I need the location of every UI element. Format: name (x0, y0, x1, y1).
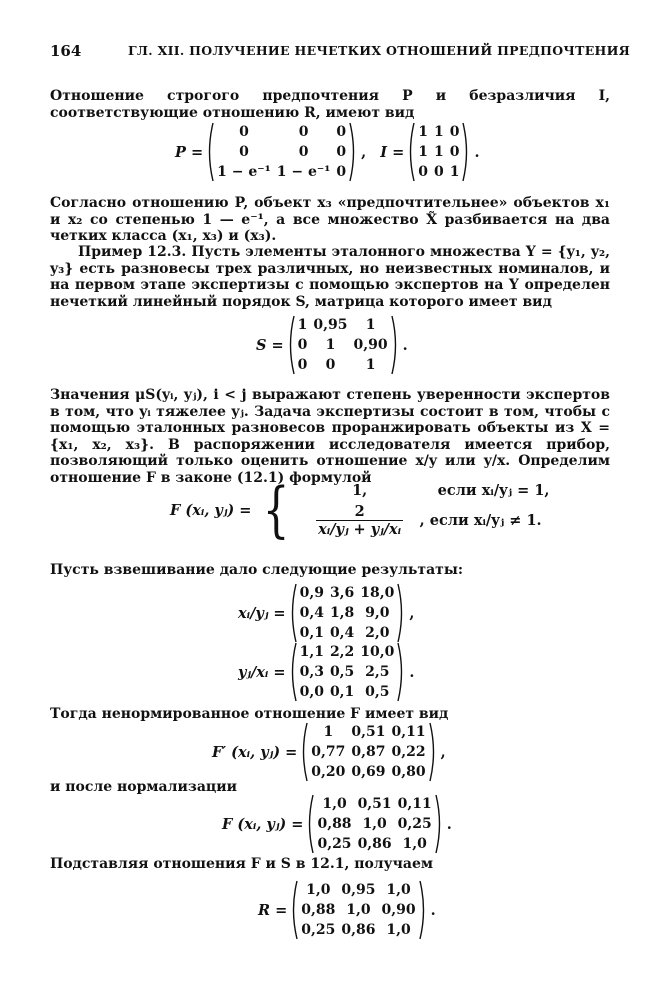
matrix-S (286, 315, 400, 375)
matrix-table (297, 583, 398, 643)
matrix-cell: 0,20 (311, 763, 346, 780)
matrix-cell: 0,90 (353, 336, 388, 353)
case2-fraction (300, 503, 420, 538)
matrix-table (295, 315, 391, 375)
matrix-cell: 0,51 (351, 723, 386, 740)
matrix-row (314, 834, 434, 854)
matrix-cell: 0,5 (365, 683, 390, 700)
matrix-cell: 9,0 (365, 604, 390, 621)
matrix-cell: 0 (449, 143, 460, 160)
matrix-row (297, 583, 398, 603)
left-paren (406, 122, 415, 182)
matrix-cell: 1 (418, 143, 428, 160)
matrix-cell: 0 (336, 123, 347, 140)
matrix-row (415, 162, 462, 182)
matrix-cell: 0,1 (299, 624, 324, 641)
paragraph-example (50, 244, 610, 310)
matrix-table (298, 880, 418, 940)
left-paren (305, 794, 314, 854)
matrix-cell: 0 (297, 336, 308, 353)
formula-F-lhs: F (xᵢ, yⱼ) = (170, 501, 252, 519)
matrix-cell: 0,9 (299, 584, 324, 601)
left-paren (288, 642, 297, 702)
matrix-cell: 0,11 (391, 723, 426, 740)
matrix-cell: 1 (297, 316, 308, 333)
matrix-row (298, 920, 418, 940)
right-paren (391, 315, 400, 375)
text-weighing: Пусть взвешивание дало следующие результаты: (50, 562, 464, 578)
matrix-cell: 2,0 (365, 624, 390, 641)
chapter-title: ГЛ. XII. ПОЛУЧЕНИЕ НЕЧЕТКИХ ОТНОШЕНИЙ ПРЕДПОЧТЕНИЯ (128, 43, 631, 58)
equation-yx (238, 642, 414, 702)
matrix-cell: 0,69 (351, 763, 386, 780)
matrix-yx-trail: . (409, 663, 415, 681)
matrix-row (308, 742, 428, 762)
matrix-P-label: P = (175, 143, 204, 161)
right-paren (349, 122, 358, 182)
text-normalized: и после нормализации (50, 779, 237, 795)
left-paren (299, 722, 308, 782)
matrix-cell: 0 (433, 163, 444, 180)
matrix-table (308, 722, 428, 782)
paragraph-unnormalized (50, 706, 610, 723)
equation-F-matrix (222, 794, 452, 854)
matrix-cell: 0 (298, 143, 309, 160)
matrix-yx (288, 642, 407, 702)
matrix-cell: 0,95 (313, 316, 348, 333)
matrix-cell: 0 (298, 123, 309, 140)
case2-condition: , если xᵢ/yⱼ ≠ 1. (419, 512, 542, 529)
matrix-yx-label: yⱼ/xᵢ = (238, 663, 286, 681)
cases-brace: { (263, 475, 290, 545)
matrix-cell: 0,86 (341, 921, 376, 938)
equation-S (256, 315, 408, 375)
matrix-cell: 1 (325, 336, 336, 353)
matrix-cell: 1,0 (386, 881, 411, 898)
matrix-cell: 2,2 (329, 643, 355, 660)
text-unnormalized: Тогда ненормированное отношение F имеет вид (50, 706, 449, 722)
matrix-I-label: I = (380, 143, 405, 161)
matrix-cell: 2,5 (365, 663, 390, 680)
paragraph-after-PI (50, 195, 610, 245)
matrix-cell: 18,0 (360, 584, 395, 601)
equation-F-definition (170, 475, 550, 545)
matrix-cell: 0,25 (317, 835, 352, 852)
matrix-cell: 0,4 (299, 604, 324, 621)
matrix-cell: 10,0 (360, 643, 395, 660)
matrix-I-trail: . (474, 143, 480, 161)
matrix-row (297, 682, 398, 702)
text-example: Пример 12.3. Пусть элементы эталонного множества Y = {y₁, y₂, y₃} есть разновесы трех различных, но неизвестных номиналов, и на первом этапе экспертизы с помощью экспертов на Y определен нечеткий линейный порядок S, матрица которого имеет вид (50, 244, 610, 310)
left-paren (205, 122, 214, 182)
matrix-F (305, 794, 443, 854)
matrix-cell: 1 (418, 123, 428, 140)
text-after-PI: Согласно отношению P, объект x₃ «предпочтительнее» объектов x₁ и x₂ со степенью 1 — e⁻¹, а все множество X̃ разбивается на два четких класса (x₁, x₃) и (x₃). (50, 195, 610, 244)
matrix-cell: 0,95 (341, 881, 376, 898)
running-header (50, 42, 631, 64)
matrix-F-label: F (xᵢ, yⱼ) = (222, 815, 304, 833)
matrix-Fprime (299, 722, 437, 782)
matrix-cell: 1,0 (362, 815, 387, 832)
matrix-row (308, 722, 428, 742)
matrix-cell: 0,25 (397, 815, 432, 832)
matrix-cell: 0 (418, 163, 428, 180)
matrix-xy (288, 583, 407, 643)
case1-value: 1, (352, 482, 368, 499)
matrix-cell: 0,0 (299, 683, 324, 700)
page-number: 164 (50, 42, 82, 60)
matrix-cell: 1,0 (386, 921, 411, 938)
right-paren (397, 583, 406, 643)
matrix-cell: 0,88 (301, 901, 336, 918)
matrix-cell: 0,11 (397, 795, 432, 812)
left-paren (288, 583, 297, 643)
matrix-cell: 0,87 (351, 743, 386, 760)
matrix-row (214, 162, 349, 182)
matrix-row (298, 880, 418, 900)
left-paren (289, 880, 298, 940)
matrix-cell: 1 (433, 123, 444, 140)
matrix-cell: 1 (323, 723, 334, 740)
matrix-R-label: R = (258, 901, 288, 919)
matrix-cell: 0 (297, 356, 308, 373)
matrix-cell: 0 (239, 143, 249, 160)
matrix-P (205, 122, 358, 182)
matrix-row (214, 122, 349, 142)
matrix-cell: 0,22 (391, 743, 426, 760)
matrix-cell: 0,5 (329, 663, 355, 680)
matrix-S-trail: . (402, 336, 408, 354)
matrix-cell: 1,0 (346, 901, 371, 918)
matrix-F-trail: . (446, 815, 452, 833)
matrix-R-trail: . (430, 901, 436, 919)
matrix-row (415, 142, 462, 162)
matrix-cell: 1 (365, 356, 376, 373)
matrix-cell: 1,8 (329, 604, 355, 621)
matrix-cell: 0,1 (329, 683, 355, 700)
equation-xy (238, 583, 414, 643)
matrix-cell: 0 (336, 163, 347, 180)
equation-P-I (175, 122, 480, 182)
matrix-cell: 0,77 (311, 743, 346, 760)
matrix-cell: 0,4 (329, 624, 355, 641)
matrix-row (297, 662, 398, 682)
case1-condition: если xᵢ/yⱼ = 1, (437, 482, 550, 499)
matrix-table (214, 122, 349, 182)
matrix-table (314, 794, 434, 854)
text-values: Значения μS(yᵢ, yⱼ), i < j выражают степень уверенности экспертов в том, что yᵢ тяжелее yⱼ. Задача экспертизы состоит в том, чтобы с помощью эталонных разновесов проранжировать объекты из X = {x₁, x₂, x₃}. В распоряжении исследователя имеется прибор, позволяющий только оценить отношение x/y или y/x. Определим отношение F в законе (12.1) формулой (50, 387, 610, 486)
matrix-cell: 0 (239, 123, 249, 140)
matrix-cell: 0 (449, 123, 460, 140)
matrix-P-trail: , (361, 143, 367, 161)
matrix-row (295, 355, 391, 375)
matrix-cell: 1,0 (322, 795, 347, 812)
matrix-cell: 0 (336, 143, 347, 160)
matrix-cell: 1,1 (299, 643, 324, 660)
matrix-cell: 1 (365, 316, 376, 333)
matrix-cell: 0,90 (381, 901, 416, 918)
matrix-I (406, 122, 471, 182)
matrix-row (295, 335, 391, 355)
case2-denominator: xᵢ/yⱼ + yⱼ/xᵢ (318, 521, 402, 538)
matrix-S-label: S = (256, 336, 284, 354)
matrix-row (297, 603, 398, 623)
matrix-row (214, 142, 349, 162)
matrix-cell: 1 (449, 163, 460, 180)
intro-paragraph (50, 88, 610, 121)
matrix-table (415, 122, 462, 182)
matrix-cell: 0,25 (301, 921, 336, 938)
matrix-row (297, 623, 398, 643)
matrix-row (314, 814, 434, 834)
case2-numerator: 2 (354, 503, 365, 520)
paragraph-substitution (50, 856, 610, 873)
matrix-table (297, 642, 398, 702)
right-paren (435, 794, 444, 854)
paragraph-values (50, 387, 610, 486)
matrix-cell: 0,3 (299, 663, 324, 680)
matrix-cell: 0 (325, 356, 336, 373)
matrix-cell: 0,80 (391, 763, 426, 780)
matrix-cell: 1 (433, 143, 444, 160)
matrix-xy-label: xᵢ/yⱼ = (238, 604, 286, 622)
matrix-cell: 3,6 (329, 584, 355, 601)
matrix-Fprime-trail: , (440, 743, 446, 761)
matrix-cell: 0,88 (317, 815, 352, 832)
matrix-row (415, 122, 462, 142)
intro-text: Отношение строгого предпочтения P и безразличия I, соответствующие отношению R, имеют вид (50, 88, 610, 121)
matrix-cell: 1 − e⁻¹ (276, 163, 331, 180)
right-paren (397, 642, 406, 702)
matrix-cell: 0,86 (357, 835, 392, 852)
equation-Fprime (212, 722, 446, 782)
matrix-row (297, 642, 398, 662)
matrix-row (295, 315, 391, 335)
right-paren (462, 122, 471, 182)
matrix-cell: 0,51 (357, 795, 392, 812)
matrix-xy-trail: , (409, 604, 415, 622)
matrix-row (314, 794, 434, 814)
paragraph-weighing (50, 562, 610, 579)
matrix-Fprime-label: F′ (xᵢ, yⱼ) = (212, 743, 298, 761)
right-paren (429, 722, 438, 782)
equation-R (258, 880, 436, 940)
text-substitution: Подставляя отношения F и S в 12.1, получаем (50, 856, 434, 872)
matrix-cell: 1 − e⁻¹ (217, 163, 271, 180)
matrix-cell: 1,0 (306, 881, 331, 898)
matrix-cell: 1,0 (402, 835, 427, 852)
right-paren (419, 880, 428, 940)
left-paren (286, 315, 295, 375)
matrix-row (298, 900, 418, 920)
matrix-R (289, 880, 427, 940)
